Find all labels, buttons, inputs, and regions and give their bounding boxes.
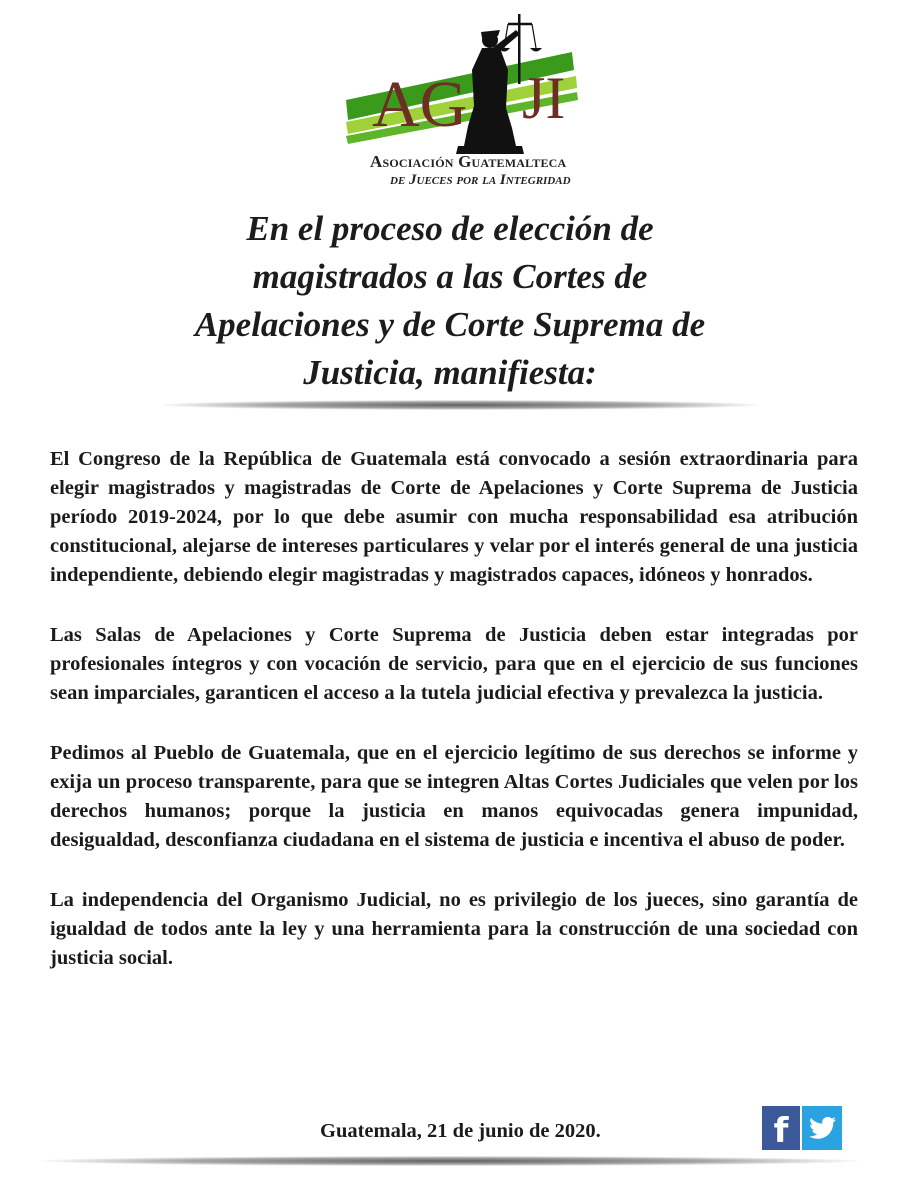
statement-body	[50, 445, 858, 1004]
headline-line: En el proceso de elección de	[246, 209, 654, 248]
statement-paragraph: Pedimos al Pueblo de Guatemala, que en el ejercicio legítimo de sus derechos se informe y exija un proceso transparente, para que se integren Altas Cortes Judiciales que velen por los derechos humanos; porque la justicia en manos equivocadas genera impunidad, desigualdad, desconfianza ciudadana en el sistema de justicia e incentiva el abuso de poder.	[50, 742, 858, 851]
statement-paragraph: La independencia del Organismo Judicial, no es privilegio de los jueces, sino garantía de igualdad de todos ante la ley y una herramienta para la construcción de una sociedad con justicia social.	[50, 889, 858, 969]
headline-line: Apelaciones y de Corte Suprema de	[194, 305, 706, 344]
agji-logo	[340, 8, 580, 190]
dateline: Guatemala, 21 de junio de 2020.	[320, 1120, 601, 1142]
statement-paragraph: Las Salas de Apelaciones y Corte Suprema de Justicia deben estar integradas por profesionales íntegros y con vocación de servicio, para que en el ejercicio de sus funciones sean imparciales, garanticen el acceso a la tutela judicial efectiva y prevalezca la justicia.	[50, 624, 858, 704]
headline-divider	[160, 400, 760, 410]
social-links	[762, 1106, 842, 1150]
logo-letters-ag: AG	[372, 68, 468, 141]
logo-association-name-line-2: de Jueces por la Integridad	[390, 172, 571, 188]
facebook-icon[interactable]: f	[762, 1106, 800, 1150]
footer-divider	[40, 1156, 860, 1166]
logo-emblem-graphic	[340, 8, 580, 158]
twitter-bird-glyph	[802, 1106, 842, 1150]
statement-paragraph: El Congreso de la República de Guatemala está convocado a sesión extraordinaria para elegir magistrados y magistradas de Corte de Apelaciones y Corte Suprema de Justicia período 2019-2024, por lo que debe asumir con mucha responsabilidad esa atribución constitucional, alejarse de intereses particulares y velar por el interés general de una justicia independiente, debiendo elegir magistradas y magistrados capaces, idóneos y honrados.	[50, 448, 858, 586]
twitter-icon[interactable]	[802, 1106, 842, 1150]
statement-headline	[150, 205, 750, 397]
headline-line: magistrados a las Cortes de	[252, 257, 648, 296]
logo-letters-ji: JI	[522, 65, 566, 131]
logo-association-name-line-1: Asociación Guatemalteca	[370, 152, 567, 171]
headline-line: Justicia, manifiesta:	[303, 353, 597, 392]
